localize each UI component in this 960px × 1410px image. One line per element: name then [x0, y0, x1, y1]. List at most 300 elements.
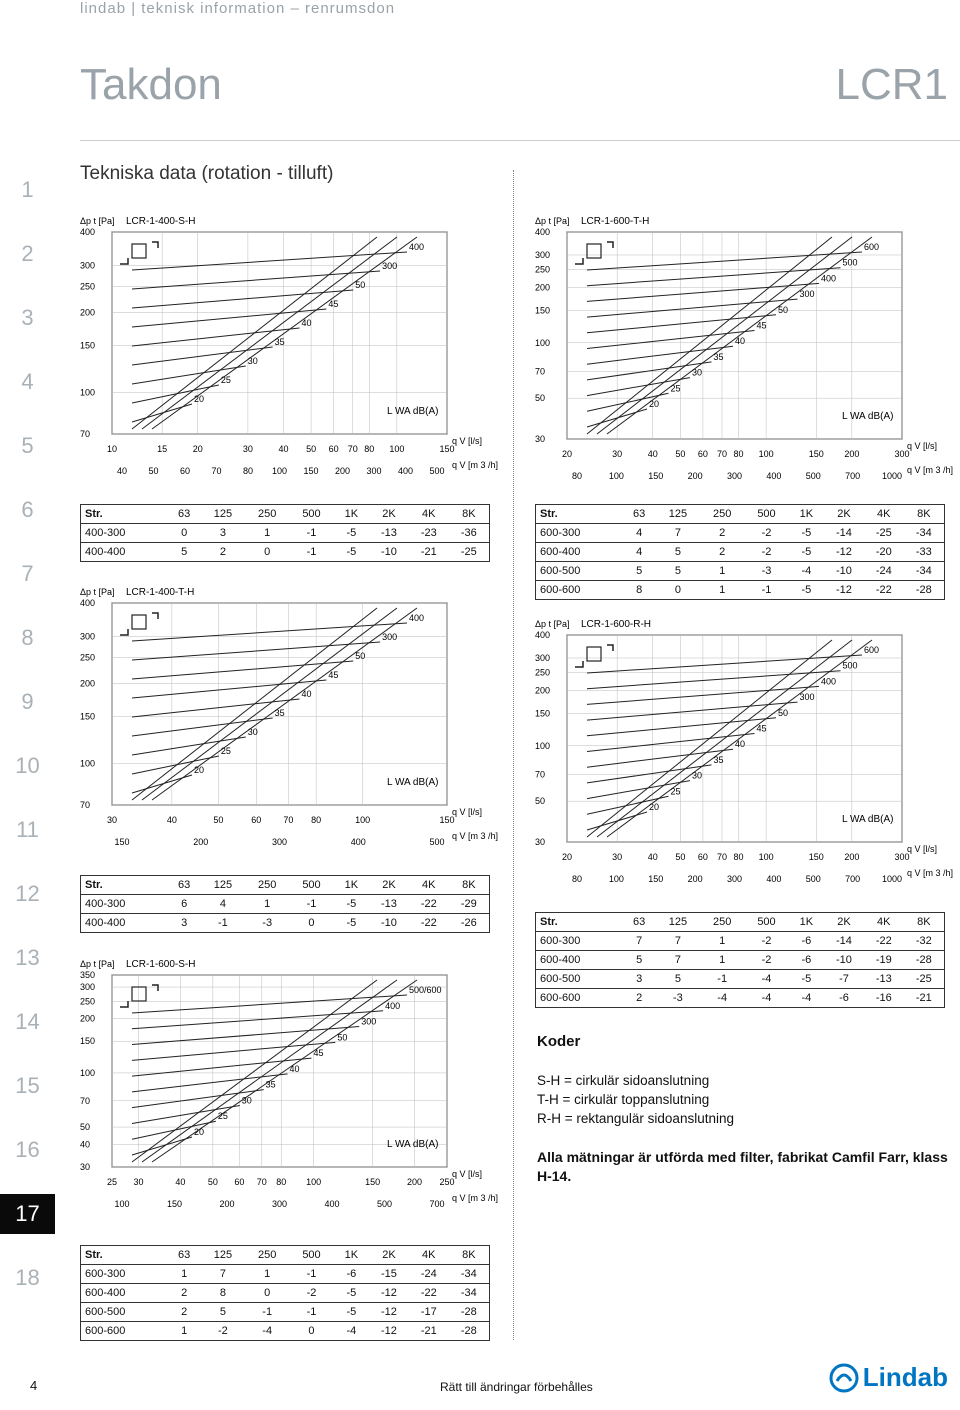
x-tick-label-ls: 150 [439, 444, 455, 454]
x-tick-label-ls: 100 [758, 852, 774, 862]
table-cell: 1 [245, 1265, 289, 1284]
x-tick-label-m3h: 80 [571, 471, 583, 481]
table-cell: -6 [334, 1265, 369, 1284]
table-cell: 8 [623, 581, 656, 600]
table-cell: -6 [789, 951, 824, 970]
sound-level-label: 400 [409, 613, 425, 623]
pressure-line [142, 608, 397, 800]
x-tick-label-m3h: 150 [114, 837, 130, 847]
nav-chapter-7[interactable]: 7 [21, 561, 34, 586]
table-cell: 2 [700, 524, 744, 543]
nav-chapter-2[interactable]: 2 [21, 241, 34, 266]
table-cell: -13 [369, 524, 409, 543]
chart-svg [535, 212, 955, 487]
table-cell: -4 [744, 970, 788, 989]
table-cell: -12 [824, 543, 864, 562]
nav-chapter-3[interactable]: 3 [21, 305, 34, 330]
table-cell: -4 [789, 562, 824, 581]
x-tick-label-m3h: 100 [608, 874, 624, 884]
nav-chapter-8[interactable]: 8 [21, 625, 34, 650]
table-cell: -24 [409, 1265, 449, 1284]
table-cell: -16 [864, 989, 904, 1008]
table-cell: -25 [449, 543, 490, 562]
page-number: 4 [30, 1378, 38, 1393]
table-cell: -4 [744, 989, 788, 1008]
sound-level-label: 50 [355, 651, 366, 661]
table-cell: -2 [201, 1322, 245, 1341]
x-tick-label-m3h: 150 [648, 471, 664, 481]
table-cell: -5 [789, 581, 824, 600]
table-cell: -1 [289, 895, 333, 914]
table-cell: -3 [656, 989, 700, 1008]
x-tick-label-m3h: 150 [166, 1199, 183, 1209]
nav-chapter-13[interactable]: 13 [15, 945, 40, 970]
lindab-logo-icon [829, 1363, 859, 1393]
sound-level-label: 20 [194, 394, 205, 404]
nav-chapter-18[interactable]: 18 [15, 1265, 40, 1290]
nav-chapter-6[interactable]: 6 [21, 497, 34, 522]
table-cell: -34 [904, 562, 945, 581]
sound-level-label: 30 [692, 770, 703, 781]
table-cell: 1 [168, 1322, 201, 1341]
table-row [536, 543, 945, 562]
table-cell: 5 [656, 562, 700, 581]
table-cell: 600-600 [81, 1322, 168, 1341]
y-tick-label: 200 [535, 282, 551, 293]
table-cell: -22 [409, 914, 449, 933]
measurement-note: Alla mätningar är utförda med filter, fabrikat Camfil Farr, klass H-14. [537, 1149, 948, 1184]
table-header-cell: 4K [409, 876, 449, 895]
sound-level-label: 25 [670, 383, 681, 394]
x-tick-label-ls: 60 [251, 815, 262, 825]
table-cell: -1 [289, 1265, 333, 1284]
table-cell: -12 [369, 1284, 409, 1303]
nav-chapter-1[interactable]: 1 [21, 177, 34, 202]
diffuser-icon [587, 647, 601, 661]
table-row [536, 524, 945, 543]
x-tick-label-ls: 200 [844, 449, 860, 459]
y-tick-label: 300 [80, 260, 96, 271]
x-tick-label-m3h: 80 [242, 466, 254, 476]
table-cell: -4 [789, 989, 824, 1008]
sound-level-line [587, 268, 841, 286]
table-header-cell: 500 [744, 505, 788, 524]
x-tick-label-m3h: 400 [766, 471, 782, 481]
sound-level-line [587, 331, 755, 349]
qv-m3h-label: q V [m 3 /h] [907, 868, 954, 878]
sound-level-line [587, 671, 841, 689]
y-tick-label: 50 [535, 796, 546, 807]
x-tick-label-m3h: 700 [429, 1199, 445, 1209]
table-header-cell: 2K [369, 876, 409, 895]
sound-level-label: 20 [194, 765, 205, 775]
sound-level-label: 40 [301, 318, 312, 328]
x-tick-label-ls: 300 [894, 449, 910, 459]
table-cell: -10 [824, 951, 864, 970]
table-row [81, 1265, 490, 1284]
x-tick-label-m3h: 500 [805, 471, 821, 481]
x-tick-label-m3h: 700 [845, 471, 861, 481]
table-header-cell: 500 [744, 913, 788, 932]
table-cell: -5 [334, 914, 369, 933]
table-cell: 1 [168, 1265, 201, 1284]
sound-level-label: 40 [735, 336, 746, 347]
table-cell: 600-500 [536, 970, 623, 989]
table-header-cell: 250 [700, 505, 744, 524]
qv-ls-label: q V [l/s] [452, 436, 483, 446]
table-cell: 5 [201, 1303, 245, 1322]
table-cell: -28 [904, 951, 945, 970]
nav-chapter-15[interactable]: 15 [15, 1073, 40, 1098]
table-cell: -22 [409, 895, 449, 914]
y-tick-label: 400 [80, 227, 96, 237]
table-cell: -5 [334, 895, 369, 914]
qv-m3h-label: q V [m 3 /h] [907, 465, 954, 475]
table-cell: 4 [623, 524, 656, 543]
y-tick-label: 40 [80, 1139, 91, 1150]
airflow-arrow-icon [152, 985, 158, 991]
x-tick-label-m3h: 400 [397, 466, 414, 476]
diffuser-icon [587, 244, 601, 258]
x-tick-label-ls: 30 [612, 852, 623, 862]
sound-table-600-t-h [535, 504, 945, 600]
nav-chapter-12[interactable]: 12 [15, 881, 40, 906]
x-tick-label-ls: 15 [157, 444, 168, 454]
sound-level-line [132, 995, 407, 1013]
table-cell: -13 [864, 970, 904, 989]
nav-chapter-10[interactable]: 10 [15, 753, 40, 778]
sound-level-label: 35 [274, 708, 285, 718]
table-cell: -3 [744, 562, 788, 581]
qv-ls-label: q V [l/s] [907, 844, 938, 854]
table-header-cell: 63 [168, 876, 201, 895]
table-cell: -6 [824, 989, 864, 1008]
sound-level-line [132, 290, 353, 308]
sound-level-label: 20 [649, 802, 660, 812]
sound-level-label: 35 [274, 337, 285, 347]
table-header-cell: 8K [904, 913, 945, 932]
sound-level-label: 500/600 [409, 985, 442, 995]
table-row [536, 562, 945, 581]
nav-chapter-16[interactable]: 16 [15, 1137, 40, 1162]
sound-table-600-r-h [535, 912, 945, 1008]
chart-svg [80, 212, 500, 482]
table-cell: 600-300 [536, 932, 623, 951]
footer-note: Rätt till ändringar förbehålles [440, 1380, 593, 1394]
table-cell: 7 [623, 932, 656, 951]
x-tick-label-ls: 80 [311, 815, 322, 825]
qv-m3h-label: q V [m 3 /h] [452, 1193, 499, 1203]
table-cell: -33 [904, 543, 945, 562]
table-cell: 1 [700, 562, 744, 581]
chart-lcr-1-400-t-h [80, 583, 500, 853]
table-cell: 3 [201, 524, 245, 543]
table-cell: 2 [168, 1284, 201, 1303]
x-tick-label-ls: 30 [133, 1177, 144, 1187]
y-tick-label: 50 [535, 393, 546, 404]
table-header-cell: 4K [409, 505, 449, 524]
table-header-cell: 4K [864, 505, 904, 524]
y-tick-label: 100 [80, 1067, 96, 1078]
y-tick-label: 70 [80, 1095, 91, 1106]
y-tick-label: 250 [80, 281, 96, 292]
table-cell: 2 [201, 543, 245, 562]
table-header-cell: 2K [369, 505, 409, 524]
dp-axis-label: Δp t [Pa] [535, 216, 570, 226]
x-tick-label-m3h: 1000 [881, 874, 903, 884]
table-cell: 400-400 [81, 914, 168, 933]
table-cell: 2 [623, 989, 656, 1008]
table-row [536, 989, 945, 1008]
table-cell: -15 [369, 1265, 409, 1284]
table-cell: -13 [369, 895, 409, 914]
x-tick-label-m3h: 300 [726, 471, 743, 481]
x-tick-label-m3h: 200 [334, 466, 351, 476]
airflow-arrow-icon [120, 258, 128, 264]
y-tick-label: 300 [80, 982, 96, 993]
x-tick-label-ls: 20 [192, 444, 203, 454]
sound-level-label: 40 [301, 689, 312, 699]
table-cell: -5 [334, 543, 369, 562]
table-cell: 400-400 [81, 543, 168, 562]
table-cell: -23 [409, 524, 449, 543]
sound-level-label: 400 [821, 273, 837, 284]
pressure-line [142, 237, 397, 429]
y-tick-label: 100 [535, 740, 551, 751]
lwa-label: L WA dB(A) [387, 406, 439, 417]
y-tick-label: 50 [80, 1122, 91, 1133]
sound-level-line [132, 1058, 311, 1076]
table-cell: 3 [623, 970, 656, 989]
table-row [536, 951, 945, 970]
table-cell: 1 [245, 524, 289, 543]
y-tick-label: 30 [535, 434, 546, 444]
sound-level-label: 300 [382, 261, 398, 271]
airflow-arrow-icon [607, 242, 613, 248]
x-tick-label-ls: 40 [647, 449, 658, 459]
table-cell: -2 [744, 951, 788, 970]
x-tick-label-ls: 50 [207, 1177, 218, 1187]
sound-level-line [132, 1011, 383, 1029]
y-tick-label: 200 [80, 678, 96, 689]
x-tick-label-m3h: 100 [114, 1199, 130, 1209]
sound-level-line [132, 1027, 359, 1045]
table-header-cell: 125 [656, 505, 700, 524]
x-tick-label-m3h: 400 [350, 837, 366, 847]
table-cell: -25 [904, 970, 945, 989]
nav-chapter-4[interactable]: 4 [21, 369, 34, 394]
table-header-cell: 4K [864, 913, 904, 932]
y-tick-label: 300 [535, 249, 551, 260]
sound-level-line [132, 775, 192, 793]
x-tick-label-m3h: 500 [805, 874, 821, 884]
table-cell: -22 [864, 581, 904, 600]
x-tick-label-ls: 10 [106, 444, 118, 454]
table-header-cell: 500 [289, 505, 333, 524]
x-tick-label-ls: 50 [675, 852, 686, 862]
nav-chapter-11[interactable]: 11 [16, 817, 39, 842]
table-header-cell: Str. [81, 876, 168, 895]
x-tick-label-m3h: 500 [429, 466, 445, 476]
sound-level-label: 30 [692, 367, 703, 378]
x-tick-label-m3h: 40 [116, 466, 128, 476]
table-cell: -34 [449, 1265, 490, 1284]
pressure-line [132, 980, 377, 1162]
x-tick-label-ls: 20 [561, 852, 573, 862]
logo-text: Lindab [862, 1362, 948, 1392]
table-header-cell: 2K [824, 505, 864, 524]
table-cell: 600-600 [536, 581, 623, 600]
y-tick-label: 70 [80, 429, 91, 439]
table-cell: -10 [824, 562, 864, 581]
sound-level-line [132, 1074, 288, 1092]
chart-svg [80, 955, 500, 1215]
sound-level-label: 40 [289, 1063, 300, 1074]
x-tick-label-ls: 30 [612, 449, 623, 459]
dp-axis-label: Δp t [Pa] [80, 216, 115, 226]
codes-title: Koder [537, 1033, 581, 1050]
lwa-label: L WA dB(A) [387, 777, 439, 788]
x-tick-label-m3h: 100 [271, 466, 288, 476]
qv-ls-label: q V [l/s] [452, 1169, 483, 1179]
table-row [536, 932, 945, 951]
y-tick-label: 100 [80, 758, 96, 769]
table-cell: -22 [409, 1284, 449, 1303]
table-cell: 4 [623, 543, 656, 562]
x-tick-label-m3h: 150 [303, 466, 319, 476]
x-tick-label-ls: 100 [389, 444, 405, 454]
table-header-row [536, 505, 945, 524]
diffuser-icon [132, 615, 146, 629]
table-header-cell: 63 [623, 505, 656, 524]
x-tick-label-ls: 70 [347, 444, 358, 454]
y-tick-label: 200 [535, 685, 551, 696]
nav-chapter-5[interactable]: 5 [21, 433, 34, 458]
x-tick-label-m3h: 200 [193, 837, 209, 847]
chart-svg [80, 583, 500, 853]
table-cell: -1 [289, 524, 333, 543]
chart-title: LCR-1-400-S-H [126, 216, 196, 227]
table-header-cell: 1K [334, 505, 369, 524]
y-tick-label: 350 [80, 970, 96, 980]
sound-level-label: 45 [313, 1048, 324, 1059]
table-cell: -21 [409, 1322, 449, 1341]
y-tick-label: 30 [535, 837, 546, 847]
nav-chapter-14[interactable]: 14 [15, 1009, 40, 1034]
y-tick-label: 400 [535, 630, 551, 640]
x-tick-label-m3h: 1000 [881, 471, 903, 481]
y-tick-label: 150 [80, 340, 96, 351]
x-tick-label-m3h: 200 [219, 1199, 235, 1209]
sound-level-label: 45 [328, 670, 339, 680]
table-cell: 6 [168, 895, 201, 914]
table-header-cell: 500 [289, 876, 333, 895]
table-cell: -3 [245, 914, 289, 933]
table-cell: -20 [864, 543, 904, 562]
table-cell: 0 [245, 1284, 289, 1303]
table-cell: 7 [656, 524, 700, 543]
sound-table-400-t-h [80, 875, 490, 933]
table-cell: 600-400 [536, 543, 623, 562]
airflow-arrow-icon [152, 242, 158, 248]
y-tick-label: 300 [535, 652, 551, 663]
table-row [81, 543, 490, 562]
table-cell: 600-400 [81, 1284, 168, 1303]
diffuser-icon [132, 244, 146, 258]
table-header-cell: 500 [289, 1246, 333, 1265]
table-header-cell: 250 [245, 1246, 289, 1265]
chart-lcr-1-600-s-h [80, 955, 500, 1215]
sound-level-label: 50 [337, 1032, 348, 1043]
x-tick-label-ls: 40 [278, 444, 289, 454]
table-header-row [81, 505, 490, 524]
sound-level-label: 20 [194, 1127, 205, 1137]
table-cell: -24 [864, 562, 904, 581]
table-cell: 600-500 [81, 1303, 168, 1322]
chart-title: LCR-1-600-R-H [581, 619, 652, 630]
sound-level-label: 35 [713, 754, 724, 765]
table-cell: 600-400 [536, 951, 623, 970]
table-cell: -34 [449, 1284, 490, 1303]
x-tick-label-ls: 100 [758, 449, 774, 459]
table-header-row [81, 1246, 490, 1265]
table-cell: -5 [334, 1303, 369, 1322]
x-tick-label-m3h: 500 [376, 1199, 393, 1209]
x-tick-label-ls: 70 [716, 852, 727, 862]
x-tick-label-ls: 80 [733, 852, 744, 862]
table-cell: 5 [656, 970, 700, 989]
table-cell: -6 [789, 932, 824, 951]
nav-chapter-9[interactable]: 9 [21, 689, 34, 714]
nav-chapter-17[interactable]: 17 [0, 1194, 55, 1234]
y-tick-label: 400 [535, 227, 551, 237]
table-cell: -28 [449, 1322, 490, 1341]
table-cell: 1 [700, 932, 744, 951]
table-cell: 5 [656, 543, 700, 562]
lwa-label: L WA dB(A) [842, 814, 894, 825]
table-cell: 2 [700, 543, 744, 562]
table-cell: 1 [700, 951, 744, 970]
sound-level-label: 35 [713, 351, 724, 362]
table-header-cell: Str. [536, 913, 623, 932]
sound-level-label: 400 [385, 1000, 401, 1011]
sound-level-label: 30 [241, 1095, 252, 1106]
sound-level-label: 30 [247, 727, 258, 737]
table-header-cell: 63 [168, 1246, 201, 1265]
table-header-cell: 250 [245, 505, 289, 524]
table-cell: 600-300 [536, 524, 623, 543]
table-cell: 0 [289, 914, 333, 933]
airflow-arrow-icon [575, 661, 583, 667]
sound-level-label: 35 [265, 1079, 276, 1090]
table-cell: 600-500 [536, 562, 623, 581]
code-r-h: R-H = rektangulär sidoanslutning [537, 1111, 734, 1126]
x-tick-label-ls: 80 [733, 449, 744, 459]
y-tick-label: 70 [80, 800, 91, 810]
table-row [536, 970, 945, 989]
y-tick-label: 150 [535, 708, 551, 719]
table-row [81, 914, 490, 933]
table-row [81, 524, 490, 543]
chart-title: LCR-1-600-S-H [126, 959, 196, 970]
sound-level-label: 40 [735, 739, 746, 750]
y-tick-label: 400 [80, 598, 96, 608]
sound-level-label: 25 [217, 1111, 228, 1122]
table-cell: 1 [245, 895, 289, 914]
qv-m3h-label: q V [m 3 /h] [452, 831, 499, 841]
sound-level-label: 25 [220, 375, 231, 385]
x-tick-label-ls: 150 [808, 449, 824, 459]
